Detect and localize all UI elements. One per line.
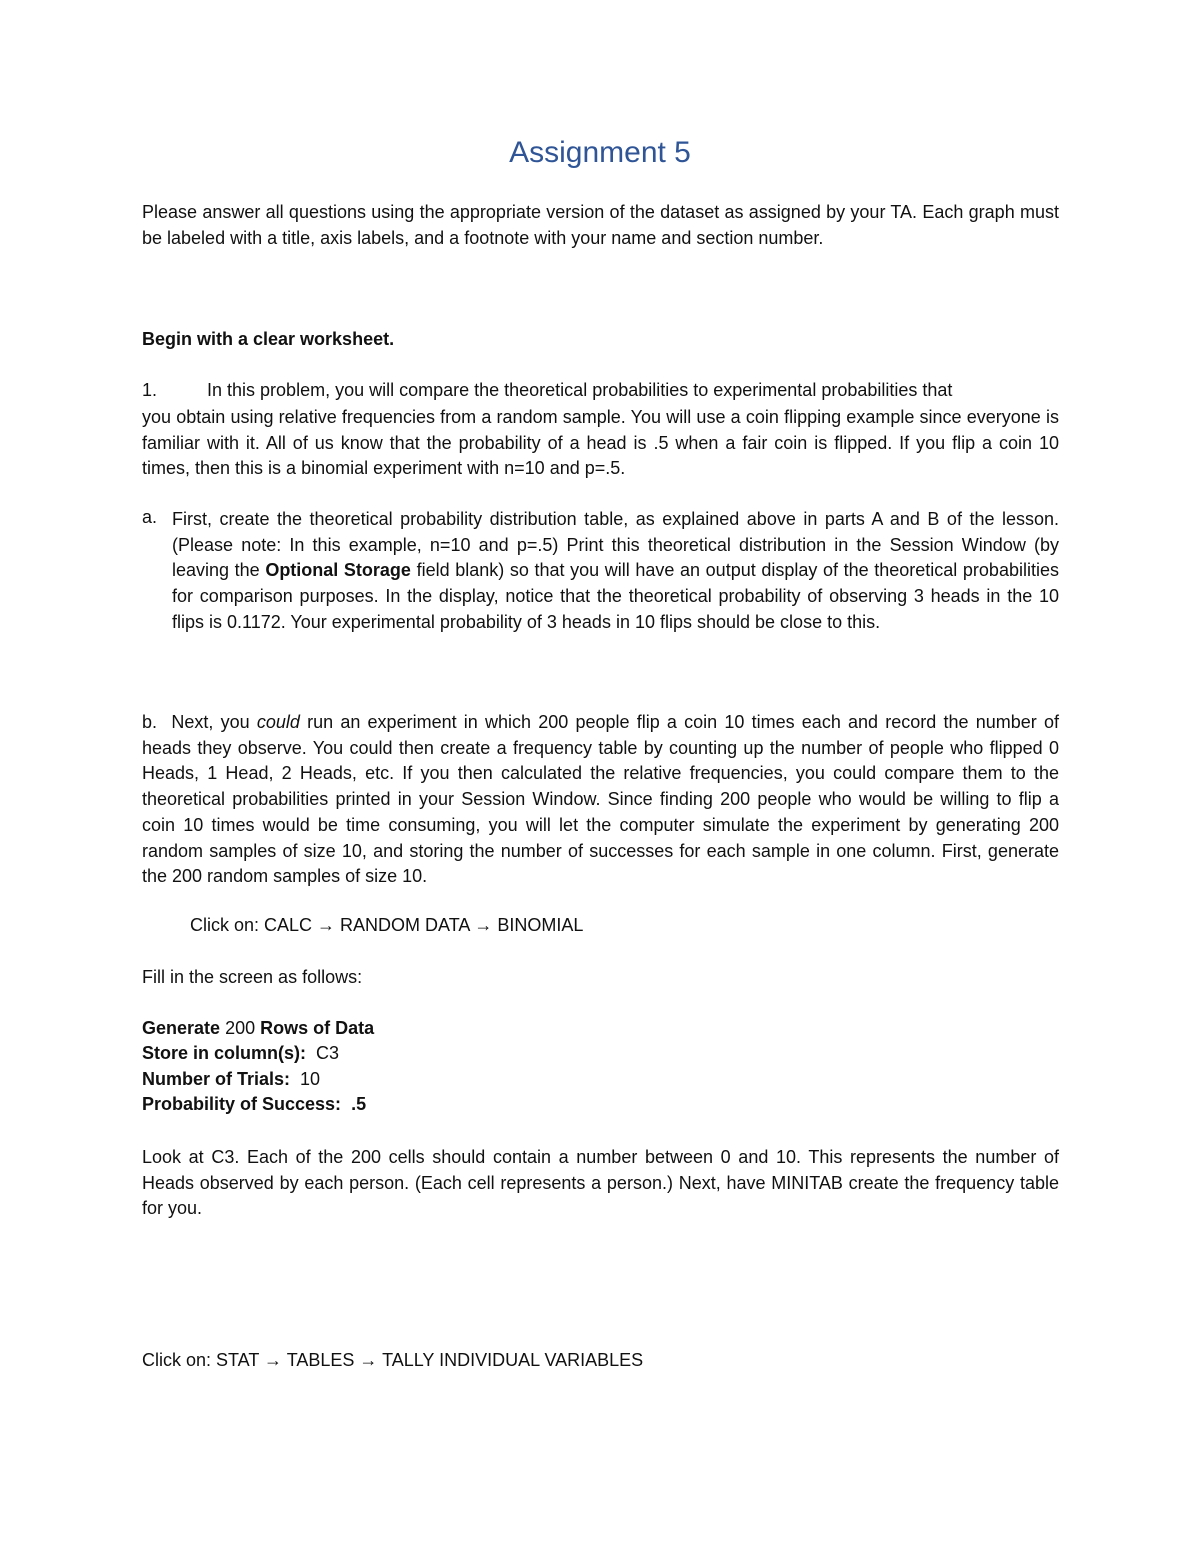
setting-label: Generate [142,1018,221,1038]
setting-row [142,1094,366,1115]
part-b-paragraph [142,710,1059,890]
fill-in-instruction: Fill in the screen as follows: [142,967,363,987]
begin-text: Begin with a clear worksheet. [142,329,395,349]
setting-suffix: Rows of Data [260,1018,375,1038]
setting-row [142,1043,339,1064]
setting-value: 10 [300,1069,321,1089]
setting-value: 200 [225,1018,256,1038]
question-1-first-line [142,380,952,401]
setting-value: .5 [351,1094,367,1114]
part-a-text-1: First, create the theoretical probability distribution table, as explained above in parts A and B of the lesson. (Please note: In this example, n=10 and p=.5) Print this theoretical distribution in the Session Window (by leaving the [172,509,1059,581]
document-title: Assignment 5 [509,136,691,169]
click-instruction-1: Click on: CALC → RANDOM DATA → BINOMIAL [190,915,584,935]
question-1-paragraph: you obtain using relative frequencies from a random sample. You will use a coin flipping example since everyone is familiar with it. All of us know that the probability of a head is .5 when a fair coin is flipped. If you flip a coin 10 times, then this is a binomial experiment with n=10 and p=.5. [142,407,1059,479]
click-instruction-2: Click on: STAT → TABLES → TALLY INDIVIDUAL VARIABLES [142,1350,644,1370]
part-a-label: a. [142,507,158,527]
setting-row [142,1018,374,1039]
setting-row [142,1069,320,1090]
look-paragraph: Look at C3. Each of the 200 cells should contain a number between 0 and 10. This represents the number of Heads observed by each person. (Each cell represents a person.) Next, have MINITAB create the frequency table for you. [142,1147,1059,1219]
setting-label: Probability of Success: [142,1094,342,1114]
setting-label: Store in column(s): [142,1043,307,1063]
part-b-label: b. [142,712,158,732]
part-a-paragraph [172,507,1059,636]
part-b-italic: could [256,712,300,732]
part-a-text-2: field blank) so that you will have an output display of the theoretical probabilities for comparison purposes. In the display, notice that the theoretical probability of observing 3 heads in the 10 flips is 0.1172. Your experimental probability of 3 heads in 10 flips should be close to this. [172,560,1059,632]
question-1-first-text: In this problem, you will compare the theoretical probabilities to experimental probabilities that [207,380,953,400]
setting-label: Number of Trials: [142,1069,291,1089]
question-1-number: 1. [142,380,158,400]
intro-paragraph: Please answer all questions using the appropriate version of the dataset as assigned by your TA. Each graph must be labeled with a title, axis labels, and a footnote with your name and section number. [142,202,1059,248]
begin-heading [142,329,394,350]
part-a-bold: Optional Storage [265,560,411,581]
part-b-text-1: Next, you [171,712,250,732]
part-b-text-2: run an experiment in which 200 people flip a coin 10 times each and record the number of heads they observe. You could then create a frequency table by counting up the number of people who flipped 0 Heads, 1 Head, 2 Heads, etc. If you then calculated the relative frequencies, you could compare them to the theoretical probabilities printed in your Session Window. Since finding 200 people who would be willing to flip a coin 10 times would be time consuming, you will let the computer simulate the experiment by generating 200 random samples of size 10, and storing the number of successes for each sample in one column. First, generate the 200 random samples of size 10. [142,712,1059,887]
setting-value: C3 [316,1043,340,1063]
